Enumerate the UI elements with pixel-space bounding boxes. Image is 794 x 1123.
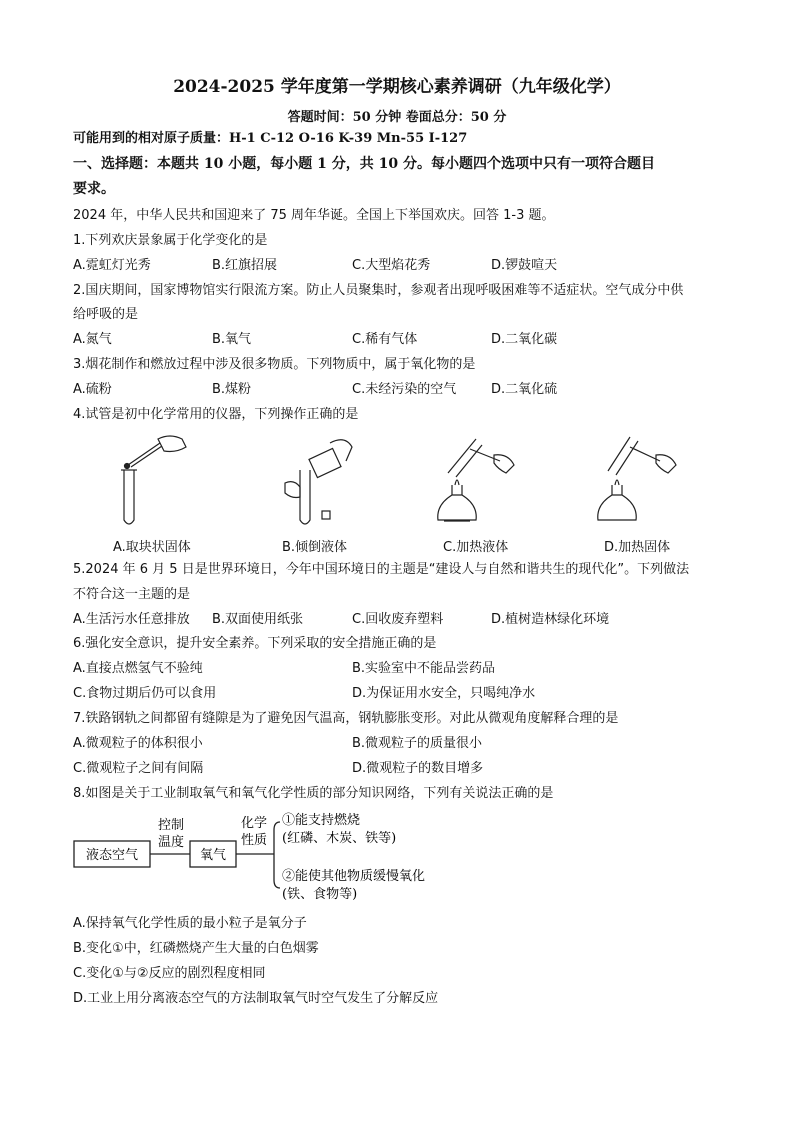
q5-stem-line2: 不符合这一主题的是 — [73, 587, 191, 602]
q2-option-b: B.氧气 — [212, 332, 252, 347]
q8-option-b: B.变化①中，红磷燃烧产生大量的白色烟雾 — [73, 941, 319, 956]
branch2-line2: (铁、食物等) — [282, 887, 358, 902]
q5-option-d: D.植树造林绿化环境 — [491, 612, 610, 627]
q1-option-b: B.红旗招展 — [212, 258, 278, 273]
q7-option-d: D.微观粒子的数目增多 — [352, 761, 484, 776]
q4-option-d: D.加热固体 — [604, 540, 671, 555]
q4-option-a: A.取块状固体 — [113, 540, 191, 555]
q8-knowledge-diagram — [70, 808, 470, 908]
exam-title: 2024-2025 学年度第一学期核心素养调研（九年级化学） — [173, 77, 621, 97]
box-oxygen-label: 氧气 — [199, 848, 227, 863]
branch1-line1: ①能支持燃烧 — [282, 813, 361, 828]
q3-option-b: B.煤粉 — [212, 382, 252, 397]
arrow2-label-bottom: 性质 — [240, 833, 268, 848]
q6-option-d: D.为保证用水安全，只喝纯净水 — [352, 686, 536, 701]
q1-option-c: C.大型焰花秀 — [352, 258, 431, 273]
q7-option-a: A.微观粒子的体积很小 — [73, 736, 203, 751]
branch1-line2: (红磷、木炭、铁等) — [282, 831, 397, 846]
q5-option-c: C.回收废弃塑料 — [352, 612, 444, 627]
atomic-masses: 可能用到的相对原子质量：H-1 C-12 O-16 K-39 Mn-55 I-127 — [73, 131, 468, 146]
q4-figures — [0, 425, 794, 535]
intro-text: 2024 年，中华人民共和国迎来了 75 周年华诞。全国上下举国欢庆。回答 1-3 题。 — [73, 208, 555, 223]
figure-c-heat-liquid — [438, 439, 514, 521]
q2-option-d: D.二氧化碳 — [491, 332, 558, 347]
box-liquid-air-label: 液态空气 — [85, 848, 139, 863]
q4-option-c: C.加热液体 — [443, 540, 509, 555]
q1-option-d: D.锣鼓喧天 — [491, 258, 558, 273]
q6-option-b: B.实验室中不能品尝药品 — [352, 661, 496, 676]
q5-option-b: B.双面使用纸张 — [212, 612, 304, 627]
arrow1-label-bottom: 温度 — [157, 835, 185, 850]
q8-option-d: D.工业上用分离液态空气的方法制取氧气时空气发生了分解反应 — [73, 991, 439, 1006]
q2-option-a: A.氮气 — [73, 332, 112, 347]
q3-option-a: A.硫粉 — [73, 382, 112, 397]
q6-stem: 6.强化安全意识，提升安全素养。下列采取的安全措施正确的是 — [73, 636, 437, 651]
figure-d-heat-solid — [598, 437, 676, 520]
q8-option-a: A.保持氧气化学性质的最小粒子是氧分子 — [73, 916, 307, 931]
exam-info: 答题时间：50 分钟 卷面总分：50 分 — [287, 110, 507, 125]
figure-b-pour-liquid — [285, 440, 352, 524]
q3-stem: 3.烟花制作和燃放过程中涉及很多物质。下列物质中，属于氧化物的是 — [73, 357, 476, 372]
q6-option-c: C.食物过期后仍可以食用 — [73, 686, 217, 701]
q8-option-c: C.变化①与②反应的剧烈程度相同 — [73, 966, 266, 981]
q7-option-b: B.微观粒子的质量很小 — [352, 736, 483, 751]
q7-option-c: C.微观粒子之间有间隔 — [73, 761, 204, 776]
q2-option-c: C.稀有气体 — [352, 332, 418, 347]
figure-a-take-solid — [121, 436, 186, 524]
q2-stem-line2: 给呼吸的是 — [73, 307, 139, 322]
q7-stem: 7.铁路钢轨之间都留有缝隙是为了避免因气温高，钢轨膨胀变形。对此从微观角度解释合理的是 — [73, 711, 619, 726]
q5-stem-line1: 5.2024 年 6 月 5 日是世界环境日，今年中国环境日的主题是“建设人与自然和谐共生的现代化”。下列做法 — [73, 562, 690, 577]
section-heading-line1: 一、选择题：本题共 10 小题，每小题 1 分，共 10 分。每小题四个选项中只有一项符合题目 — [73, 156, 655, 172]
q3-option-d: D.二氧化硫 — [491, 382, 558, 397]
branch2-line1: ②能使其他物质缓慢氧化 — [282, 869, 426, 884]
q2-stem-line1: 2.国庆期间，国家博物馆实行限流方案。防止人员聚集时，参观者出现呼吸困难等不适症状。空气成分中供 — [73, 283, 684, 298]
section-heading-line2: 要求。 — [73, 181, 115, 197]
q6-option-a: A.直接点燃氢气不验纯 — [73, 661, 203, 676]
arrow2-label-top: 化学 — [240, 816, 268, 831]
q5-option-a: A.生活污水任意排放 — [73, 612, 190, 627]
q3-option-c: C.未经污染的空气 — [352, 382, 457, 397]
q4-option-b: B.倾倒液体 — [282, 540, 348, 555]
q8-stem: 8.如图是关于工业制取氧气和氧气化学性质的部分知识网络，下列有关说法正确的是 — [73, 786, 554, 801]
arrow1-label-top: 控制 — [157, 818, 185, 833]
q1-option-a: A.霓虹灯光秀 — [73, 258, 151, 273]
q1-stem: 1.下列欢庆景象属于化学变化的是 — [73, 233, 268, 248]
q4-stem: 4.试管是初中化学常用的仪器，下列操作正确的是 — [73, 407, 359, 422]
